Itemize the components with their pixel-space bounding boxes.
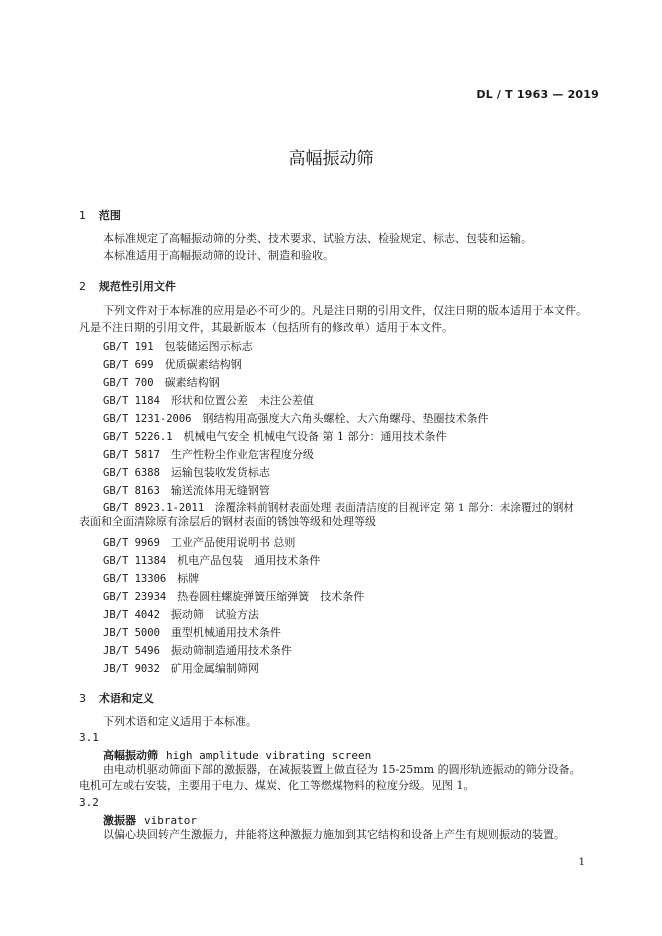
reference-code: GB/T 191 <box>103 341 154 353</box>
term-definition: 由电动机驱动筛面下部的激振器，在减振装置上做直径为 15-25mm 的圆形轨迹振动的筛分设备。 <box>103 763 581 776</box>
paragraph: 下列文件对于本标准的应用是必不可少的。凡是注日期的引用文件，仅注日期的版本适用于本文件。 <box>103 304 587 317</box>
reference-title: 标牌 <box>177 572 200 585</box>
section-title: 术语和定义 <box>98 692 154 705</box>
reference-title: 振动筛制造通用技术条件 <box>170 644 292 657</box>
reference-title: 重型机械通用技术条件 <box>170 626 281 639</box>
term-chinese: 高幅振动筛 <box>103 749 158 762</box>
document-title: 高幅振动筛 <box>288 149 374 169</box>
term-chinese: 激振器 <box>103 814 136 827</box>
term-entry <box>103 812 197 828</box>
section-2-heading <box>79 278 176 294</box>
reference-code: GB/T 23934 <box>103 591 167 603</box>
reference-item <box>103 428 447 444</box>
reference-item <box>103 374 220 390</box>
section-number: 3 <box>79 692 86 705</box>
reference-title: 碳素结构钢 <box>164 376 220 389</box>
reference-title: 机电产品包装 通用技术条件 <box>177 554 321 567</box>
reference-code: GB/T 8923.1-2011 <box>103 502 205 514</box>
reference-title-continuation: 表面和全面清除原有涂层后的钢材表面的锈蚀等级和处理等级 <box>79 515 376 528</box>
term-english: high amplitude vibrating screen <box>166 749 372 762</box>
reference-item <box>103 464 270 480</box>
reference-title: 热卷圆柱螺旋弹簧压缩弹簧 技术条件 <box>177 590 365 603</box>
reference-code: GB/T 700 <box>103 377 154 389</box>
reference-code: GB/T 1184 <box>103 395 160 407</box>
reference-code: GB/T 11384 <box>103 555 167 567</box>
paragraph: 本标准规定了高幅振动筛的分类、技术要求、试验方法、检验规定、标志、包装和运输。 <box>103 232 532 245</box>
paragraph: 本标准适用于高幅振动筛的设计、制造和验收。 <box>103 249 334 262</box>
reference-code: GB/T 9969 <box>103 537 160 549</box>
subsection-number: 3.1 <box>79 731 99 744</box>
reference-title: 矿用金属编制筛网 <box>170 662 259 675</box>
reference-title: 机械电气安全 机械电气设备 第 1 部分：通用技术条件 <box>183 430 447 443</box>
reference-code: GB/T 6388 <box>103 467 160 479</box>
term-definition-continuation: 电机可左或右安装，主要用于电力、煤炭、化工等燃煤物料的粒度分级。见图 1。 <box>79 779 475 792</box>
reference-code: GB/T 1231-2006 <box>103 413 192 425</box>
reference-item <box>103 534 295 550</box>
reference-code: JB/T 5496 <box>103 645 160 657</box>
section-1-heading <box>79 207 121 223</box>
reference-item <box>103 588 364 604</box>
reference-code: GB/T 699 <box>103 359 154 371</box>
section-number: 2 <box>79 280 86 293</box>
reference-code: GB/T 5226.1 <box>103 431 173 443</box>
reference-item <box>103 446 314 462</box>
reference-item <box>103 410 489 426</box>
reference-title: 涂覆涂料前钢材表面处理 表面清洁度的目视评定 第 1 部分：未涂覆过的钢材 <box>214 502 574 514</box>
reference-code: JB/T 5000 <box>103 627 160 639</box>
reference-title: 包装储运图示标志 <box>164 340 253 353</box>
reference-item <box>103 642 292 658</box>
term-english: vibrator <box>144 814 197 827</box>
reference-item <box>103 624 281 640</box>
reference-title: 运输包装收发货标志 <box>170 466 270 479</box>
reference-code: GB/T 8163 <box>103 485 160 497</box>
reference-code: GB/T 13306 <box>103 573 167 585</box>
standard-code: DL / T 1963 — 2019 <box>476 88 599 101</box>
reference-item <box>103 606 259 622</box>
page-number: 1 <box>578 857 585 868</box>
reference-item <box>103 500 574 515</box>
reference-item <box>103 392 314 408</box>
reference-item <box>103 356 242 372</box>
reference-item <box>103 482 270 498</box>
reference-code: GB/T 5817 <box>103 449 160 461</box>
reference-item <box>103 570 199 586</box>
term-entry <box>103 747 371 763</box>
section-number: 1 <box>79 209 86 222</box>
paragraph-continuation: 凡是不注日期的引用文件，其最新版本（包括所有的修改单）适用于本文件。 <box>79 321 453 334</box>
section-title: 规范性引用文件 <box>98 280 176 293</box>
section-title: 范围 <box>98 209 121 222</box>
reference-title: 工业产品使用说明书 总则 <box>170 536 296 549</box>
section-3-heading <box>79 690 154 706</box>
reference-title: 输送流体用无缝钢管 <box>170 484 270 497</box>
reference-code: JB/T 9032 <box>103 663 160 675</box>
subsection-number: 3.2 <box>79 796 99 809</box>
reference-title: 钢结构用高强度大六角头螺栓、大六角螺母、垫圈技术条件 <box>202 412 489 425</box>
reference-code: JB/T 4042 <box>103 609 160 621</box>
term-definition: 以偏心块回转产生激振力，并能将这种激振力施加到其它结构和设备上产生有规则振动的装置。 <box>103 828 565 841</box>
reference-item <box>103 660 259 676</box>
paragraph: 下列术语和定义适用于本标准。 <box>103 715 257 728</box>
reference-title: 形状和位置公差 未注公差值 <box>170 394 314 407</box>
reference-item <box>103 552 320 568</box>
reference-title: 优质碳素结构钢 <box>164 358 242 371</box>
reference-title: 振动筛 试验方法 <box>170 608 259 621</box>
reference-item <box>103 338 253 354</box>
reference-title: 生产性粉尘作业危害程度分级 <box>170 448 314 461</box>
